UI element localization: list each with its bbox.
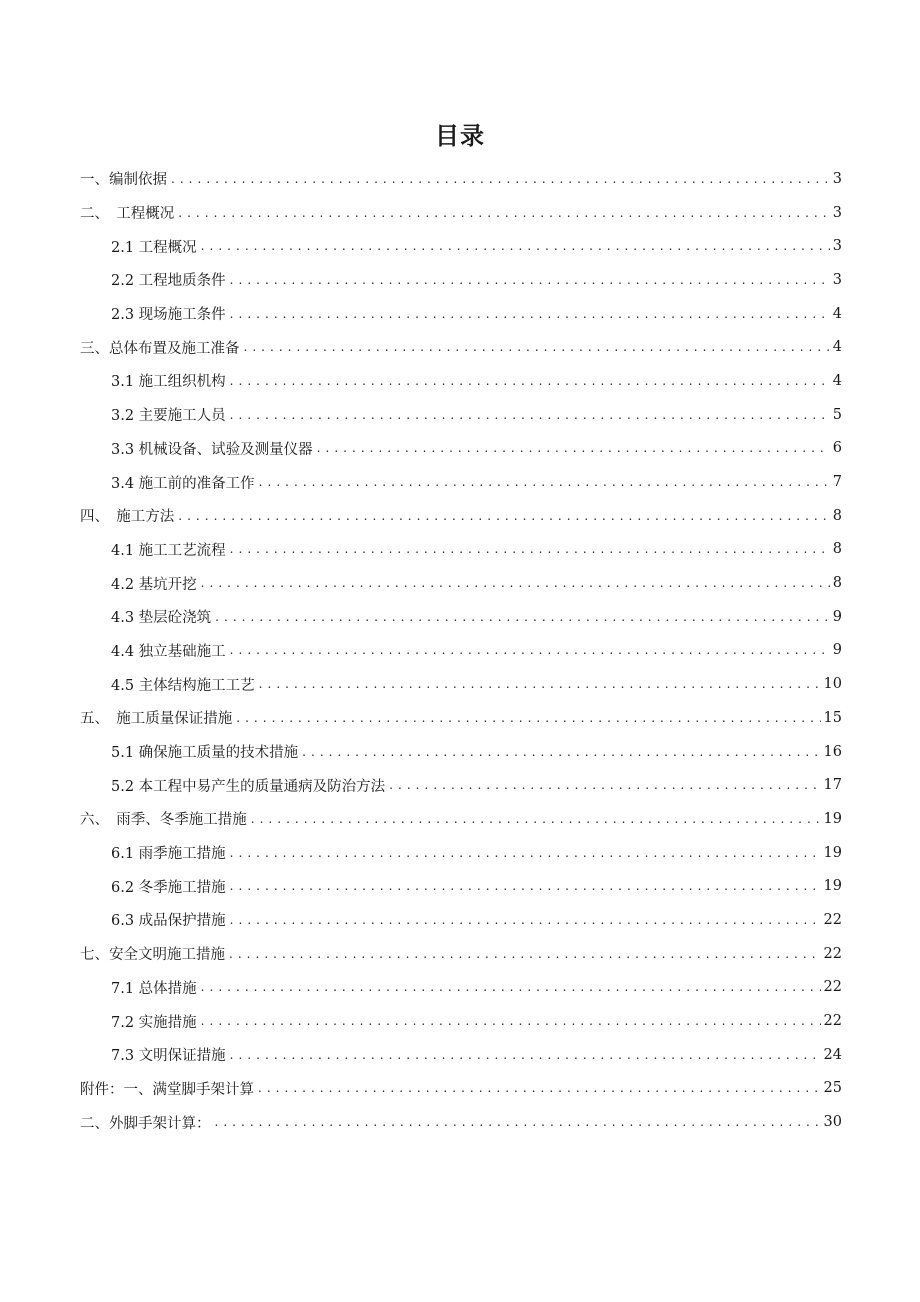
toc-entry-label: 四、 施工方法 — [80, 509, 175, 526]
toc-entry[interactable] — [80, 499, 842, 533]
toc-page-number: 3 — [832, 238, 842, 255]
toc-entry-label: 二、外脚手架计算： — [80, 1115, 211, 1132]
toc-dot-leader — [230, 305, 830, 323]
toc-dot-leader — [178, 507, 830, 525]
toc-entry[interactable] — [80, 735, 842, 769]
toc-page-number: 8 — [832, 575, 842, 592]
toc-entry-label: 3.2 主要施工人员 — [111, 408, 226, 425]
toc-entry-label: 6.2 冬季施工措施 — [111, 879, 226, 896]
toc-entry-label: 六、 雨季、冬季施工措施 — [80, 812, 247, 829]
toc-entry-label: 2.2 工程地质条件 — [111, 273, 226, 290]
toc-dot-leader — [251, 810, 821, 828]
toc-dot-leader — [230, 911, 821, 929]
toc-page-number: 19 — [823, 878, 842, 895]
toc-page-number: 24 — [823, 1046, 842, 1063]
toc-dot-leader — [230, 1046, 821, 1064]
toc-entry[interactable] — [80, 465, 842, 499]
toc-entry[interactable] — [80, 364, 842, 398]
toc-entry-label: 5.2 本工程中易产生的质量通病及防治方法 — [111, 778, 386, 795]
toc-page-number: 22 — [823, 945, 842, 962]
toc-entry-label: 二、 工程概况 — [80, 206, 175, 223]
toc-page-number: 5 — [832, 406, 842, 423]
toc-entry[interactable] — [80, 937, 842, 971]
toc-dot-leader — [230, 540, 830, 558]
toc-entry[interactable] — [80, 566, 842, 600]
toc-entry[interactable] — [80, 330, 842, 364]
toc-entry[interactable] — [80, 971, 842, 1005]
toc-dot-leader — [201, 574, 830, 592]
toc-dot-leader — [259, 675, 821, 693]
toc-page-number: 17 — [823, 777, 842, 794]
toc-entry-label: 6.1 雨季施工措施 — [111, 846, 226, 863]
toc-dot-leader — [171, 170, 830, 188]
toc-dot-leader — [230, 372, 830, 390]
toc-entry-label: 4.5 主体结构施工工艺 — [111, 677, 255, 694]
toc-dot-leader — [302, 743, 820, 761]
toc-page-number: 25 — [823, 1080, 842, 1097]
toc-page-number: 9 — [832, 608, 842, 625]
toc-page-number: 22 — [823, 979, 842, 996]
toc-page-number: 6 — [832, 440, 842, 457]
toc-page-number: 19 — [823, 844, 842, 861]
toc-entry[interactable] — [80, 667, 842, 701]
toc-page-number: 3 — [832, 204, 842, 221]
toc-page-number: 8 — [832, 507, 842, 524]
toc-entry-label: 七、安全文明施工措施 — [80, 947, 225, 964]
toc-dot-leader — [201, 978, 821, 996]
toc-entry-label: 4.4 独立基础施工 — [111, 643, 226, 660]
toc-entry-label: 4.3 垫层砼浇筑 — [111, 610, 212, 627]
toc-entry[interactable] — [80, 297, 842, 331]
toc-dot-leader — [317, 439, 830, 457]
toc-entry[interactable] — [80, 634, 842, 668]
toc-entry[interactable] — [80, 869, 842, 903]
toc-entry-label: 三、总体布置及施工准备 — [80, 340, 240, 357]
toc-dot-leader — [389, 776, 820, 794]
toc-entry[interactable] — [80, 836, 842, 870]
toc-entry[interactable] — [80, 1072, 842, 1106]
toc-dot-leader — [215, 608, 830, 626]
page-title: 目录 — [435, 122, 485, 150]
toc-entry[interactable] — [80, 903, 842, 937]
toc-dot-leader — [230, 877, 821, 895]
toc-page-number: 7 — [832, 474, 842, 491]
toc-entry-label: 3.3 机械设备、试验及测量仪器 — [111, 441, 313, 458]
toc-entry[interactable] — [80, 229, 842, 263]
toc-entry-label: 2.1 工程概况 — [111, 239, 197, 256]
toc-entry[interactable] — [80, 1004, 842, 1038]
toc-page-number: 4 — [832, 305, 842, 322]
toc-dot-leader — [201, 237, 830, 255]
toc-entry[interactable] — [80, 1038, 842, 1072]
toc-dot-leader — [258, 1079, 821, 1097]
toc-page-number: 22 — [823, 911, 842, 928]
toc-dot-leader — [178, 204, 830, 222]
toc-entry-label: 4.2 基坑开挖 — [111, 576, 197, 593]
toc-entry-label: 7.1 总体措施 — [111, 980, 197, 997]
toc-page-number: 4 — [832, 372, 842, 389]
table-of-contents — [80, 162, 842, 1139]
toc-entry[interactable] — [80, 701, 842, 735]
toc-dot-leader — [230, 271, 830, 289]
toc-entry[interactable] — [80, 196, 842, 230]
toc-entry-label: 6.3 成品保护措施 — [111, 913, 226, 930]
toc-entry-label: 五、 施工质量保证措施 — [80, 711, 233, 728]
toc-entry[interactable] — [80, 768, 842, 802]
toc-dot-leader — [230, 844, 821, 862]
toc-entry-label: 4.1 施工工艺流程 — [111, 542, 226, 559]
toc-dot-leader — [229, 945, 821, 963]
toc-page-number: 8 — [832, 541, 842, 558]
toc-entry[interactable] — [80, 398, 842, 432]
toc-page-number: 19 — [823, 810, 842, 827]
toc-entry[interactable] — [80, 162, 842, 196]
toc-entry[interactable] — [80, 533, 842, 567]
toc-entry[interactable] — [80, 263, 842, 297]
toc-page-number: 4 — [832, 339, 842, 356]
toc-page-number: 9 — [832, 642, 842, 659]
toc-page-number: 3 — [832, 170, 842, 187]
toc-dot-leader — [201, 1012, 821, 1030]
toc-entry[interactable] — [80, 1105, 842, 1139]
toc-entry-label: 3.4 施工前的准备工作 — [111, 475, 255, 492]
toc-page-number: 30 — [823, 1114, 842, 1131]
toc-entry-label: 7.3 文明保证措施 — [111, 1048, 226, 1065]
toc-entry-label: 3.1 施工组织机构 — [111, 374, 226, 391]
toc-entry[interactable] — [80, 600, 842, 634]
toc-dot-leader — [244, 338, 830, 356]
toc-page-number: 15 — [823, 709, 842, 726]
toc-dot-leader — [215, 1113, 821, 1131]
toc-page-number: 10 — [823, 676, 842, 693]
toc-dot-leader — [259, 473, 830, 491]
toc-entry[interactable] — [80, 802, 842, 836]
toc-page-number: 3 — [832, 271, 842, 288]
toc-dot-leader — [230, 406, 830, 424]
toc-entry-label: 7.2 实施措施 — [111, 1014, 197, 1031]
toc-entry[interactable] — [80, 432, 842, 466]
toc-entry-label: 5.1 确保施工质量的技术措施 — [111, 745, 299, 762]
toc-entry-label: 附件：一、满堂脚手架计算 — [80, 1081, 254, 1098]
toc-page-number: 16 — [823, 743, 842, 760]
toc-entry-label: 2.3 现场施工条件 — [111, 307, 226, 324]
toc-entry-label: 一、编制依据 — [80, 172, 167, 189]
toc-dot-leader — [236, 709, 820, 727]
toc-page-number: 22 — [823, 1013, 842, 1030]
toc-dot-leader — [230, 641, 830, 659]
